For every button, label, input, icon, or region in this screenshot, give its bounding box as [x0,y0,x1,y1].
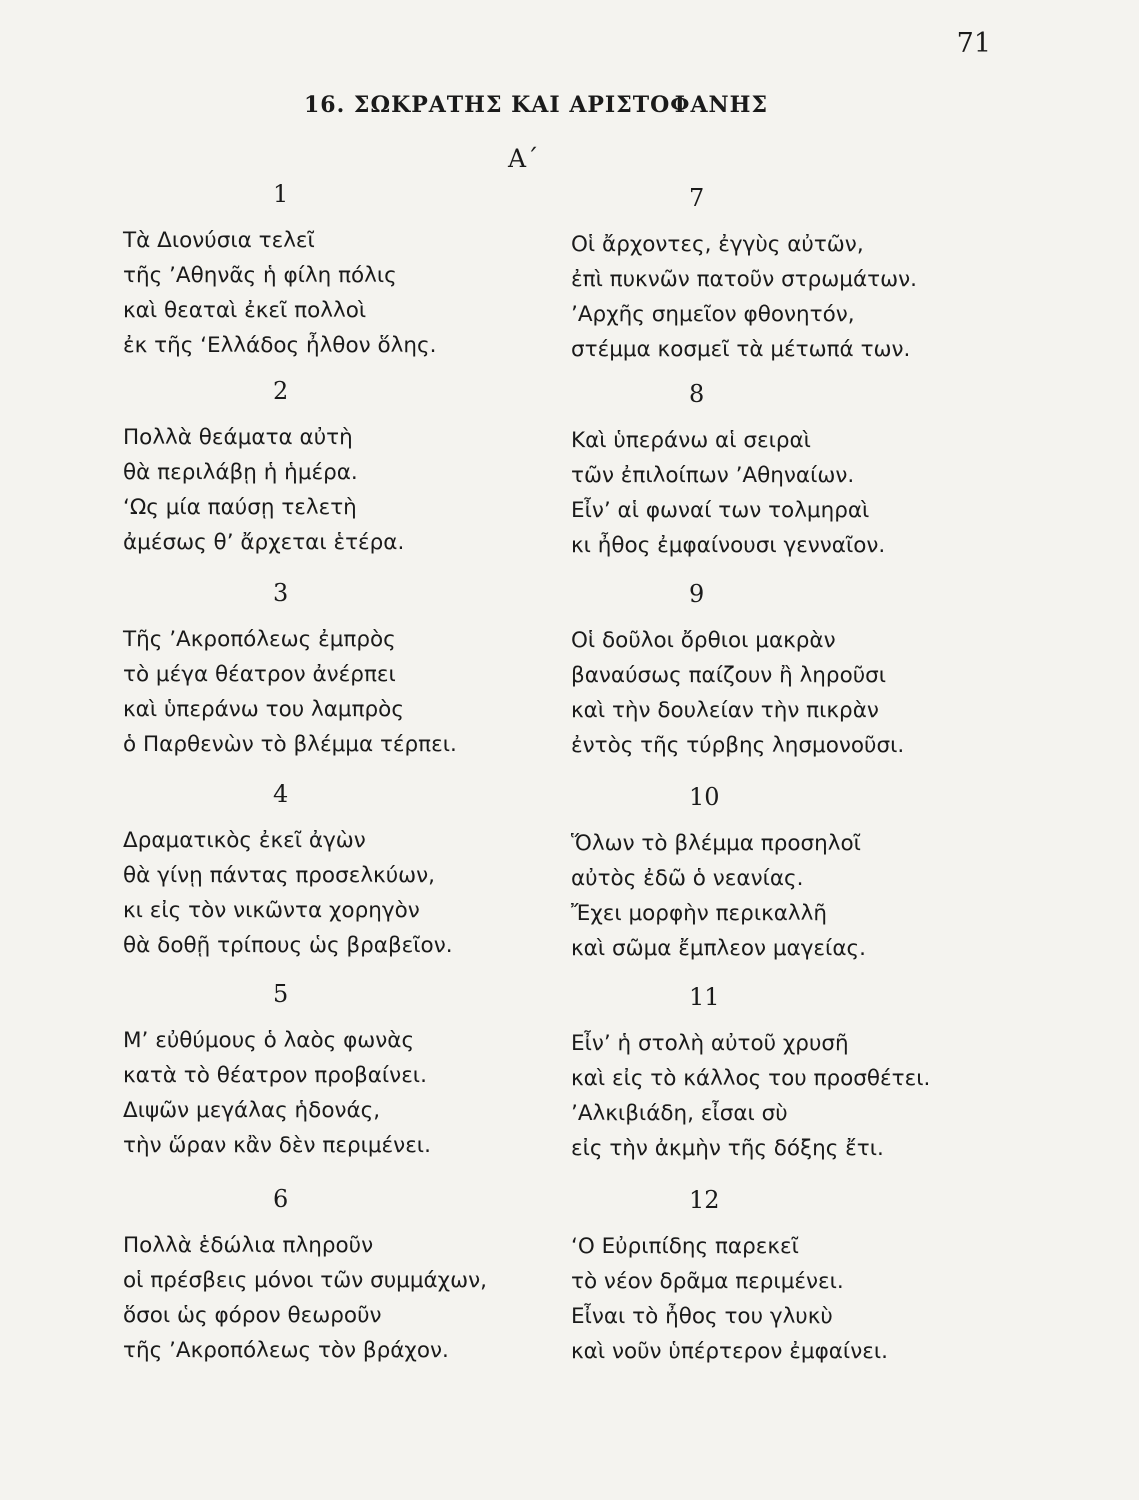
poem-title: 16. ΣΩΚΡΑΤΗΣ ΚΑΙ ΑΡΙΣΤΟΦΑΝΗΣ [304,92,768,118]
verse-line: θὰ δοθῇ τρίπους ὡς βραβεῖον. [123,933,453,958]
verse-line: τὸ νέον δρᾶμα περιμένει. [571,1269,844,1294]
stanza [123,977,573,1163]
verse-line: Εἶναι τὸ ἦθος του γλυκὺ [571,1304,833,1329]
page-number: 71 [956,28,991,59]
verse-line: Μ’ εὐθύμους ὁ λαὸς φωνὰς [123,1028,415,1053]
verse-line: Καὶ ὑπεράνω αἱ σειραὶ [571,428,811,453]
verse-line: οἱ πρέσβεις μόνοι τῶν συμμάχων, [123,1268,487,1293]
stanza [571,377,1021,563]
verse-line: καὶ νοῦν ὑπέρτερον ἐμφαίνει. [571,1339,888,1364]
verse-line: Τῆς ’Ακροπόλεως ἐμπρὸς [123,627,396,652]
stanza [123,777,573,963]
verse-line: τῆς ’Ακροπόλεως τὸν βράχον. [123,1338,449,1363]
verse-line: τῶν ἐπιλοίπων ’Αθηναίων. [571,463,855,488]
stanza [123,1182,573,1368]
verse-line: τὸ μέγα θέατρον ἀνέρπει [123,662,396,687]
verse-line: Εἶν’ αἱ φωναί των τολμηραὶ [571,498,870,523]
verse-line: Δραματικὸς ἐκεῖ ἀγὼν [123,828,366,853]
verse-line: αὐτὸς ἐδῶ ὁ νεανίας. [571,866,804,891]
verse-line: Οἱ δοῦλοι ὄρθιοι μακρὰν [571,628,836,653]
stanza-number: 5 [273,980,289,1008]
verse-line: στέμμα κοσμεῖ τὰ μέτωπά των. [571,337,911,362]
verse-line: καὶ τὴν δουλείαν τὴν πικρὰν [571,698,879,723]
stanza-number: 2 [273,377,289,405]
stanza-number: 1 [273,180,289,208]
part-marker: Α΄ [508,144,539,173]
verse-line: κι ἦθος ἐμφαίνουσι γενναῖον. [571,533,886,558]
verse-line: Εἶν’ ἡ στολὴ αὐτοῦ χρυσῆ [571,1031,849,1056]
verse-line: ἐπὶ πυκνῶν πατοῦν στρωμάτων. [571,267,917,292]
verse-line: ἀμέσως θ’ ἄρχεται ἑτέρα. [123,530,405,555]
stanza [571,1183,1021,1369]
verse-line: ‘Ο Εὐριπίδης παρεκεῖ [571,1234,799,1259]
stanza-number: 3 [273,579,289,607]
verse-line: θὰ γίνῃ πάντας προσελκύων, [123,863,436,888]
verse-line: ἐντὸς τῆς τύρβης λησμονοῦσι. [571,733,905,758]
stanza [571,577,1021,763]
verse-line: ’Αλκιβιάδη, εἶσαι σὺ [571,1101,788,1126]
verse-line: καὶ θεαταὶ ἐκεῖ πολλοὶ [123,298,367,323]
stanza [123,576,573,762]
verse-line: Ἔχει μορφὴν περικαλλῆ [571,901,828,926]
stanza-number: 7 [689,184,705,212]
stanza [123,177,573,363]
verse-line: τὴν ὥραν κἂν δὲν περιμένει. [123,1133,431,1158]
stanza-number: 10 [689,783,720,811]
verse-line: κατὰ τὸ θέατρον προβαίνει. [123,1063,427,1088]
verse-line: καὶ ὑπεράνω του λαμπρὸς [123,697,404,722]
stanza [571,181,1021,367]
verse-line: θὰ περιλάβῃ ἡ ἡμέρα. [123,460,358,485]
verse-line: τῆς ’Αθηνᾶς ἡ φίλη πόλις [123,263,397,288]
stanza-number: 12 [689,1186,720,1214]
verse-line: βαναύσως παίζουν ἢ ληροῦσι [571,663,887,688]
stanza [571,980,1021,1166]
verse-line: καὶ εἰς τὸ κάλλος του προσθέτει. [571,1066,931,1091]
stanza [123,374,573,560]
verse-line: Πολλὰ ἑδώλια πληροῦν [123,1233,374,1258]
stanza [571,780,1021,966]
verse-line: ‘Ως μία παύσῃ τελετὴ [123,495,357,520]
verse-line: καὶ σῶμα ἔμπλεον μαγείας. [571,936,866,961]
verse-line: Τὰ Διονύσια τελεῖ [123,228,315,253]
verse-line: ἐκ τῆς ‘Ελλάδος ἦλθον ὅλης. [123,333,437,358]
verse-line: κι εἰς τὸν νικῶντα χορηγὸν [123,898,420,923]
stanza-number: 6 [273,1185,289,1213]
stanza-number: 4 [273,780,289,808]
verse-line: Διψῶν μεγάλας ἡδονάς, [123,1098,381,1123]
verse-line: Πολλὰ θεάματα αὐτὴ [123,425,353,450]
verse-line: ὁ Παρθενὼν τὸ βλέμμα τέρπει. [123,732,457,757]
verse-line: Οἱ ἄρχοντες, ἐγγὺς αὐτῶν, [571,232,864,257]
verse-line: εἰς τὴν ἀκμὴν τῆς δόξης ἔτι. [571,1136,884,1161]
verse-line: Ὅλων τὸ βλέμμα προσηλοῖ [571,831,861,856]
stanza-number: 9 [689,580,705,608]
verse-line: ’Αρχῆς σημεῖον φθονητόν, [571,302,855,327]
stanza-number: 8 [689,380,705,408]
stanza-number: 11 [689,983,720,1011]
verse-line: ὅσοι ὡς φόρον θεωροῦν [123,1303,382,1328]
